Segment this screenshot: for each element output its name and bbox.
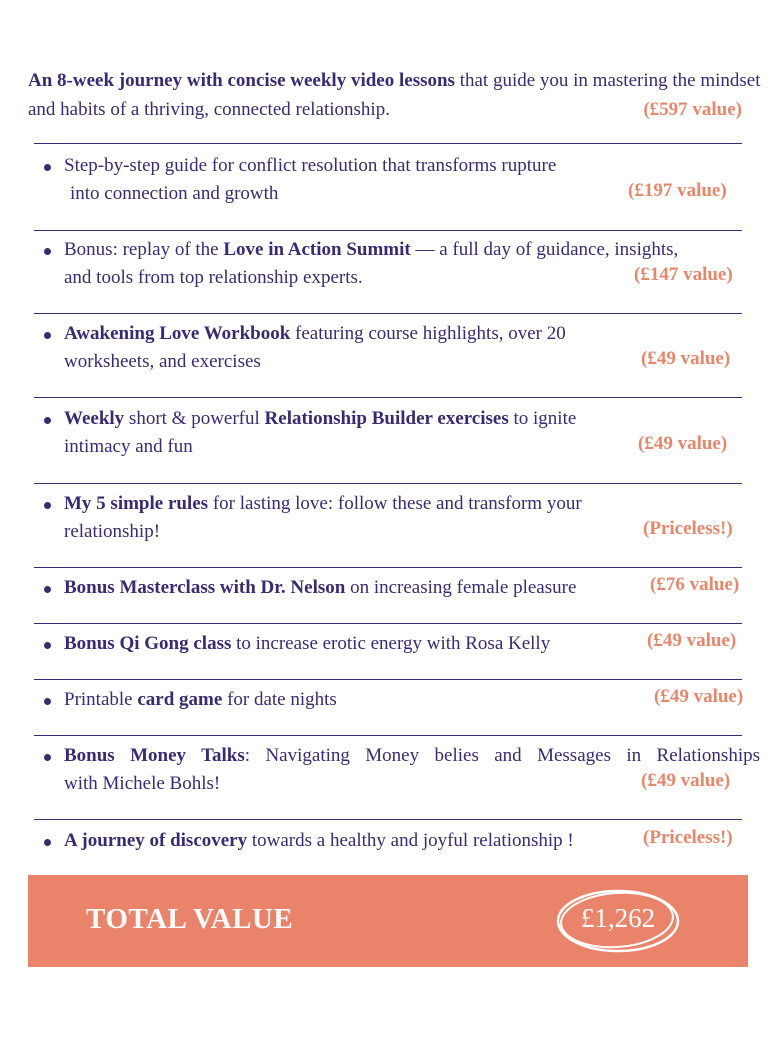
bullet (44, 417, 51, 424)
divider (34, 483, 742, 484)
bullet (44, 698, 51, 705)
item-text: to increase erotic energy with Rosa Kelly (231, 633, 551, 654)
item-text: towards a healthy and joyful relationship ! (247, 830, 574, 851)
item-bold: Love in Action Summit (223, 239, 411, 260)
item-value: (£147 value) (634, 264, 733, 285)
total-value-banner (28, 875, 748, 967)
list-item (64, 827, 634, 855)
bullet (44, 502, 51, 509)
item-bold: Relationship Builder exercises (264, 408, 509, 429)
bullet (44, 586, 51, 593)
divider (34, 230, 742, 231)
intro-value: (£597 value) (643, 99, 742, 120)
item-text: Printable (64, 689, 138, 710)
bullet (44, 754, 51, 761)
bullet (44, 248, 51, 255)
item-text: on increasing female pleasure (345, 577, 577, 598)
item-value: (£49 value) (641, 348, 731, 369)
item-text-line2: with Michele Bohls! (64, 773, 221, 794)
item-value: (£49 value) (654, 686, 744, 707)
item-bold: card game (137, 689, 223, 710)
divider (34, 679, 742, 680)
list-item (64, 490, 744, 546)
item-bold: Weekly (64, 408, 125, 429)
item-text-line1: Step-by-step guide for conflict resolution that transforms rupture (64, 155, 557, 176)
intro-text: that guide you in mastering the mindset and habits of a thriving, connected relationship. (28, 70, 761, 120)
divider (34, 623, 742, 624)
item-text-line2: into connection and growth (70, 183, 279, 204)
item-bold: Bonus Qi Gong class (64, 633, 232, 654)
total-label: TOTAL VALUE (86, 903, 294, 935)
item-text: : Navigating Money belies and Messages in Relationships (244, 745, 760, 766)
divider (34, 397, 742, 398)
item-text: Bonus: replay of the (64, 239, 224, 260)
item-text: — a full day of guidance, insights, (410, 239, 679, 260)
bullet (44, 642, 51, 649)
item-value: (£49 value) (638, 433, 728, 454)
item-text-line2: relationship! (64, 521, 161, 542)
item-value: (Priceless!) (643, 827, 733, 848)
item-value: (£76 value) (650, 574, 740, 595)
item-text: for date nights (222, 689, 337, 710)
item-value: (Priceless!) (643, 518, 733, 539)
item-text: short & powerful (124, 408, 265, 429)
divider (34, 735, 742, 736)
list-item (64, 686, 624, 714)
item-bold: Bonus Money Talks (64, 745, 245, 766)
item-text-line2: worksheets, and exercises (64, 351, 261, 372)
divider (34, 567, 742, 568)
divider (34, 143, 742, 144)
item-text: to ignite (508, 408, 577, 429)
item-text-line2: intimacy and fun (64, 436, 193, 457)
item-text: featuring course highlights, over 20 (290, 323, 566, 344)
total-amount-badge (553, 887, 683, 955)
divider (34, 313, 742, 314)
list-item (64, 630, 644, 658)
item-value: (£49 value) (641, 770, 731, 791)
intro-bold: An 8-week journey with concise weekly video lessons (28, 70, 455, 91)
intro-paragraph (28, 66, 768, 124)
divider (34, 819, 742, 820)
bullet (44, 332, 51, 339)
item-bold: My 5 simple rules (64, 493, 209, 514)
bullet (44, 164, 51, 171)
item-text-line2: and tools from top relationship experts. (64, 267, 363, 288)
item-text: for lasting love: follow these and transform your (208, 493, 582, 514)
item-bold: A journey of discovery (64, 830, 248, 851)
item-value: (£197 value) (628, 180, 727, 201)
item-bold: Bonus Masterclass with Dr. Nelson (64, 577, 346, 598)
item-bold: Awakening Love Workbook (64, 323, 291, 344)
list-item (64, 574, 664, 602)
total-amount: £1,262 (580, 903, 656, 933)
item-value: (£49 value) (647, 630, 737, 651)
bullet (44, 839, 51, 846)
